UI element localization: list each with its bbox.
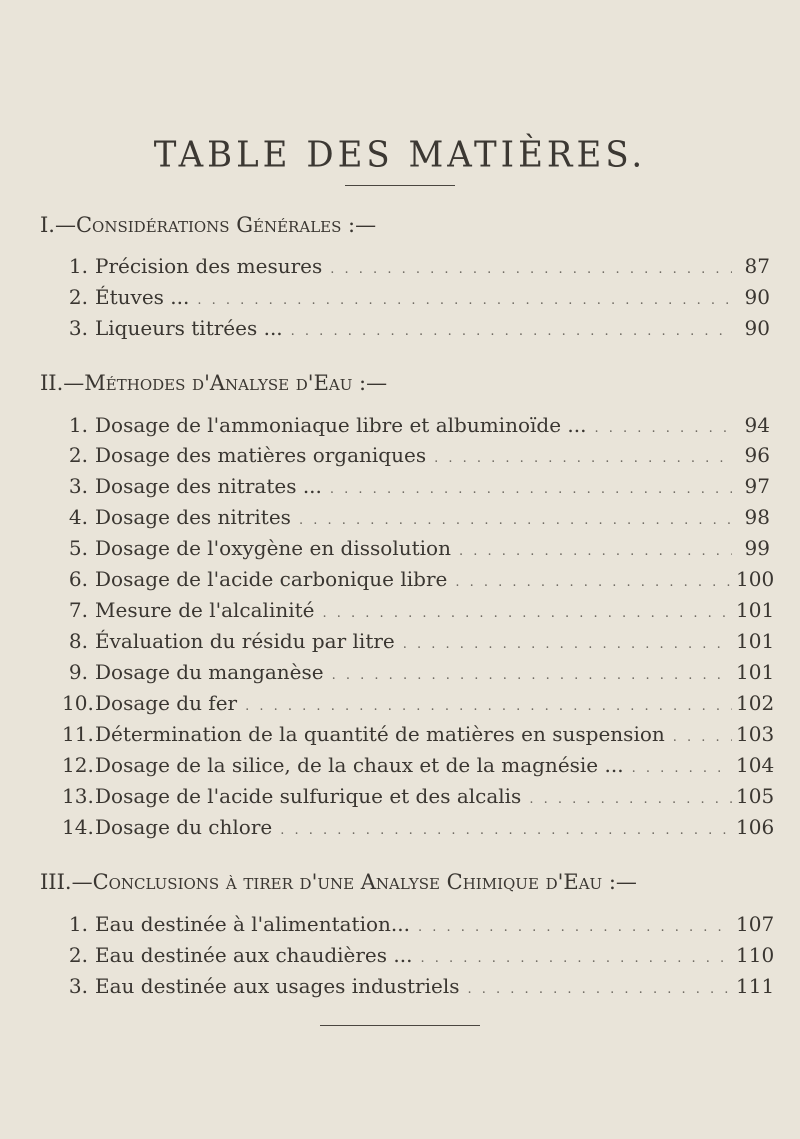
- entry-number: 1.: [68, 912, 88, 936]
- dot-leader: [299, 513, 732, 528]
- entry-page: 110: [736, 943, 775, 967]
- dot-leader: [245, 699, 732, 714]
- entry-page: 107: [736, 912, 775, 936]
- entry-number: 1.: [68, 254, 88, 278]
- entry-number: 8.: [68, 629, 88, 653]
- entry-number: 2.: [68, 285, 88, 309]
- toc-entry: [62, 943, 775, 971]
- dot-leader: [323, 606, 733, 621]
- entry-page: 101: [736, 598, 775, 622]
- toc-entry: [62, 912, 775, 940]
- toc-entry: [62, 285, 770, 313]
- dot-leader: [468, 982, 733, 997]
- entry-page: 101: [736, 660, 775, 684]
- entry-label: Dosage de l'oxygène en dissolution: [95, 536, 451, 560]
- entry-label: Dosage du chlore: [95, 815, 273, 839]
- dot-leader: [291, 324, 732, 339]
- entry-page: 106: [736, 815, 775, 839]
- toc-entry: [62, 974, 775, 1002]
- toc-entry: [62, 474, 770, 502]
- dot-leader: [197, 293, 732, 308]
- section-heading: III.—Conclusions à tirer d'une Analyse Chimique d'Eau :—: [40, 870, 637, 894]
- dot-leader: [434, 451, 732, 466]
- dot-leader: [455, 575, 732, 590]
- entry-number: 9.: [68, 660, 88, 684]
- entry-label: Détermination de la quantité de matières en suspension: [95, 722, 665, 746]
- toc-entry: [62, 567, 775, 595]
- dot-leader: [332, 668, 732, 683]
- toc-entry: [62, 722, 775, 750]
- dot-leader: [330, 262, 732, 277]
- entry-number: 3.: [68, 316, 88, 340]
- toc-entry: [62, 691, 775, 719]
- toc-entry: [62, 660, 775, 688]
- entry-label: Précision des mesures: [95, 254, 323, 278]
- entry-number: 4.: [68, 505, 88, 529]
- entry-number: 11.: [62, 722, 94, 746]
- section-numeral: I.: [40, 213, 55, 237]
- entry-label: Eau destinée aux chaudières ...: [95, 943, 413, 967]
- entry-label: Dosage de l'ammoniaque libre et albuminoïde ...: [95, 413, 587, 437]
- toc-entry: [62, 254, 770, 282]
- entry-page: 94: [744, 413, 770, 437]
- entry-number: 5.: [68, 536, 88, 560]
- toc-entry: [62, 784, 775, 812]
- entry-label: Eau destinée à l'alimentation...: [95, 912, 410, 936]
- entry-page: 103: [736, 722, 775, 746]
- entry-number: 3.: [68, 974, 88, 998]
- entry-label: Eau destinée aux usages industriels: [95, 974, 460, 998]
- entry-page: 102: [736, 691, 775, 715]
- toc-entry: [62, 505, 770, 533]
- section-heading: I.—Considérations Générales :—: [40, 213, 377, 237]
- dot-leader: [459, 544, 732, 559]
- entry-page: 105: [736, 784, 775, 808]
- entry-page: 98: [744, 505, 770, 529]
- toc-entry: [62, 629, 775, 657]
- closing-rule: [320, 1025, 480, 1026]
- entry-number: 7.: [68, 598, 88, 622]
- entry-number: 12.: [62, 753, 94, 777]
- entry-label: Dosage des nitrites: [95, 505, 291, 529]
- entry-page: 87: [744, 254, 770, 278]
- section-heading: II.—Méthodes d'Analyse d'Eau :—: [40, 371, 388, 395]
- entry-page: 100: [736, 567, 775, 591]
- toc-entry: [62, 443, 770, 471]
- entry-page: 96: [744, 443, 770, 467]
- entry-label: Dosage de l'acide sulfurique et des alcalis: [95, 784, 522, 808]
- entry-label: Dosage des matières organiques: [95, 443, 427, 467]
- dot-leader: [529, 792, 732, 807]
- title-rule: [345, 185, 455, 186]
- entry-page: 97: [744, 474, 770, 498]
- entry-number: 2.: [68, 443, 88, 467]
- entry-label: Dosage de l'acide carbonique libre: [95, 567, 448, 591]
- dot-leader: [673, 730, 732, 745]
- entry-page: 99: [744, 536, 770, 560]
- entry-label: Liqueurs titrées ...: [95, 316, 283, 340]
- entry-label: Évaluation du résidu par litre: [95, 629, 395, 653]
- dot-leader: [632, 761, 732, 776]
- entry-label: Dosage du fer: [95, 691, 238, 715]
- entry-label: Dosage de la silice, de la chaux et de la magnésie ...: [95, 753, 624, 777]
- toc-entry: [62, 753, 775, 781]
- entry-page: 104: [736, 753, 775, 777]
- entry-label: Dosage des nitrates ...: [95, 474, 322, 498]
- dot-leader: [280, 823, 732, 838]
- dot-leader: [594, 421, 732, 436]
- entry-number: 10.: [62, 691, 94, 715]
- entry-page: 101: [736, 629, 775, 653]
- entry-page: 111: [736, 974, 775, 998]
- dot-leader: [403, 637, 732, 652]
- entry-label: Mesure de l'alcalinité: [95, 598, 315, 622]
- page-title: TABLE DES MATIÈRES.: [153, 134, 647, 176]
- toc-entry: [62, 598, 775, 626]
- section-numeral: III.: [40, 870, 72, 894]
- toc-entry: [62, 536, 770, 564]
- entry-number: 1.: [68, 413, 88, 437]
- entry-number: 2.: [68, 943, 88, 967]
- entry-label: Étuves ...: [95, 285, 190, 309]
- entry-page: 90: [744, 285, 770, 309]
- entry-number: 14.: [62, 815, 94, 839]
- dot-leader: [330, 482, 732, 497]
- toc-entry: [62, 413, 770, 441]
- dot-leader: [418, 920, 732, 935]
- section-title: Conclusions à tirer d'une Analyse Chimique d'Eau :—: [92, 870, 637, 894]
- entry-page: 90: [744, 316, 770, 340]
- entry-number: 13.: [62, 784, 94, 808]
- section-title: Considérations Générales :—: [75, 213, 377, 237]
- toc-entry: [62, 316, 770, 344]
- entry-number: 6.: [68, 567, 88, 591]
- dot-leader: [420, 951, 732, 966]
- entry-number: 3.: [68, 474, 88, 498]
- section-numeral: II.: [40, 371, 64, 395]
- toc-entry: [62, 815, 775, 843]
- section-title: Méthodes d'Analyse d'Eau :—: [84, 371, 388, 395]
- entry-label: Dosage du manganèse: [95, 660, 324, 684]
